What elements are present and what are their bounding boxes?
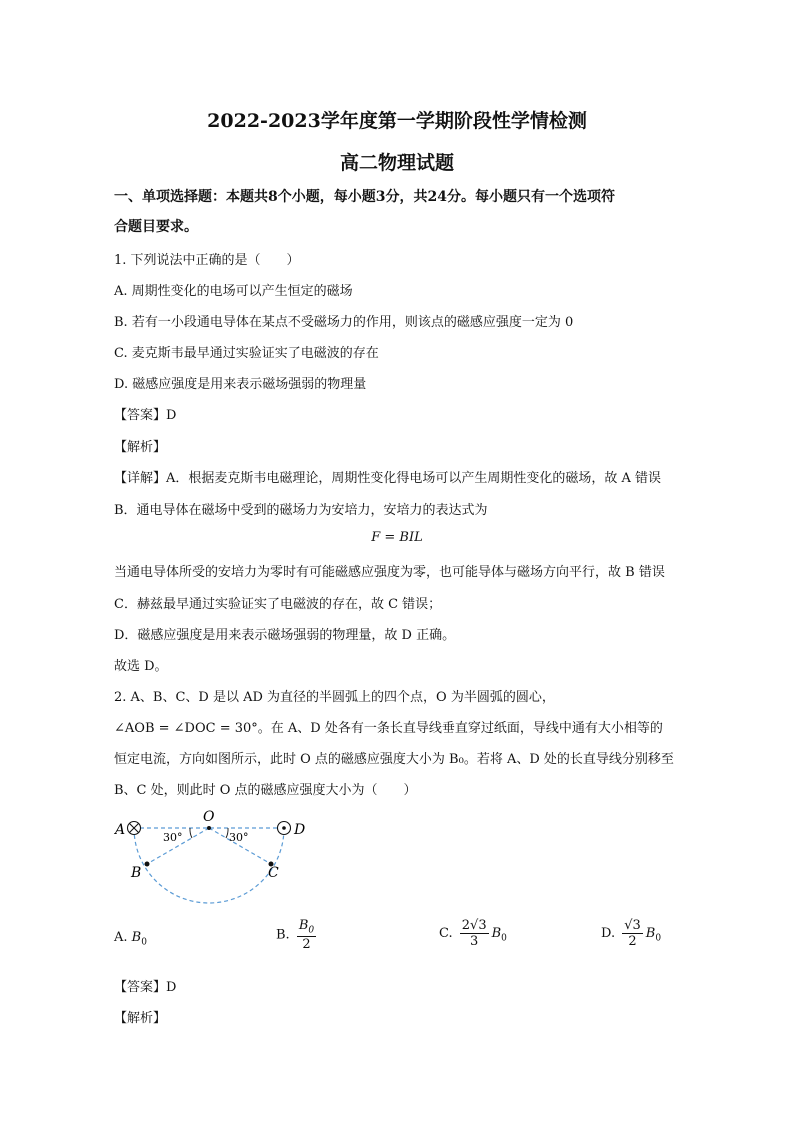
q2-answer: 【答案】D	[114, 980, 177, 995]
q1-analysis-label: 【解析】	[114, 440, 167, 455]
q2-option-c: C. $\frac{2√3}{3}$ $B_0$	[439, 918, 507, 949]
label-c: C	[268, 865, 279, 881]
q1-detail-a: 【详解】A．根据麦克斯韦电磁理论，周期性变化得电场可以产生周期性变化的磁场，故 A 错误	[114, 471, 662, 486]
q1-option-a: A. 周期性变化的电场可以产生恒定的磁场	[114, 284, 353, 299]
q1-detail-b: B．通电导体在磁场中受到的磁场力为安培力，安培力的表达式为	[114, 503, 488, 518]
angle-arc-right	[226, 828, 228, 838]
q2-option-b: B. $\frac{B_0}{2}$	[276, 918, 315, 952]
page-title: 2022-2023学年度第一学期阶段性学情检测	[207, 110, 587, 132]
label-d: D	[294, 822, 306, 838]
current-into-page-icon	[128, 822, 141, 835]
semicircle-diagram	[112, 808, 312, 904]
label-a: A	[115, 822, 126, 838]
q1-detail-c: C．赫兹最早通过实验证实了电磁波的存在，故 C 错误；	[114, 597, 442, 612]
q1-option-c: C. 麦克斯韦最早通过实验证实了电磁波的存在	[114, 346, 379, 361]
section-heading-line2: 合题目要求。	[114, 219, 198, 235]
angle-arc-left	[190, 828, 192, 838]
q2-stem-line3: 恒定电流，方向如图所示，此时 O 点的磁感应强度大小为 B₀。若将 A、D 处的长直导线分别移至	[114, 752, 674, 767]
q2-option-d-fraction: $\frac{√3}{2}$	[624, 918, 641, 949]
q1-detail-d: D．磁感应强度是用来表示磁场强弱的物理量，故 D 正确。	[114, 628, 456, 643]
q2-option-d: D. $\frac{√3}{2}$ $B_0$	[601, 918, 662, 949]
q2-stem-line1: 2. A、B、C、D 是以 AD 为直径的半圆弧上的四个点，O 为半圆弧的圆心，	[114, 690, 555, 705]
q1-option-b: B. 若有一小段通电导体在某点不受磁场力的作用，则该点的磁感应强度一定为 0	[114, 315, 574, 330]
q2-option-c-fraction: $\frac{2√3}{3}$	[461, 918, 487, 949]
point-o	[207, 826, 211, 830]
q1-option-d: D. 磁感应强度是用来表示磁场强弱的物理量	[114, 377, 367, 392]
angle-label-right: 30°	[229, 831, 249, 844]
q1-conclusion: 故选 D。	[114, 659, 168, 674]
label-o: O	[203, 809, 215, 825]
section-heading-line1: 一、单项选择题：本题共8个小题，每小题3分，共24分。每小题只有一个选项符	[114, 189, 615, 205]
q2-analysis-label: 【解析】	[114, 1011, 167, 1026]
q2-stem-line2: ∠AOB = ∠DOC = 30°。在 A、D 处各有一条长直导线垂直穿过纸面，导线中通有大小相等的	[114, 721, 663, 736]
q2-option-a: A. $B_0$	[114, 930, 147, 948]
q1-detail-b2: 当通电导体所受的安培力为零时有可能磁感应强度为零，也可能导体与磁场方向平行，故 B 错误	[114, 565, 665, 580]
semicircle-arc	[134, 828, 284, 903]
point-b	[145, 862, 150, 867]
q1-stem: 1. 下列说法中正确的是（ ）	[114, 253, 300, 268]
angle-label-left: 30°	[163, 831, 183, 844]
label-b: B	[131, 865, 142, 881]
page-subtitle: 高二物理试题	[339, 152, 454, 174]
q1-formula: F = BIL	[371, 530, 423, 545]
q2-option-b-fraction: $\frac{B_0}{2}$	[298, 918, 315, 952]
current-out-of-page-icon	[278, 822, 291, 835]
q2-stem-line4: B、C 处，则此时 O 点的磁感应强度大小为（ ）	[114, 783, 417, 798]
q1-answer: 【答案】D	[114, 408, 177, 423]
